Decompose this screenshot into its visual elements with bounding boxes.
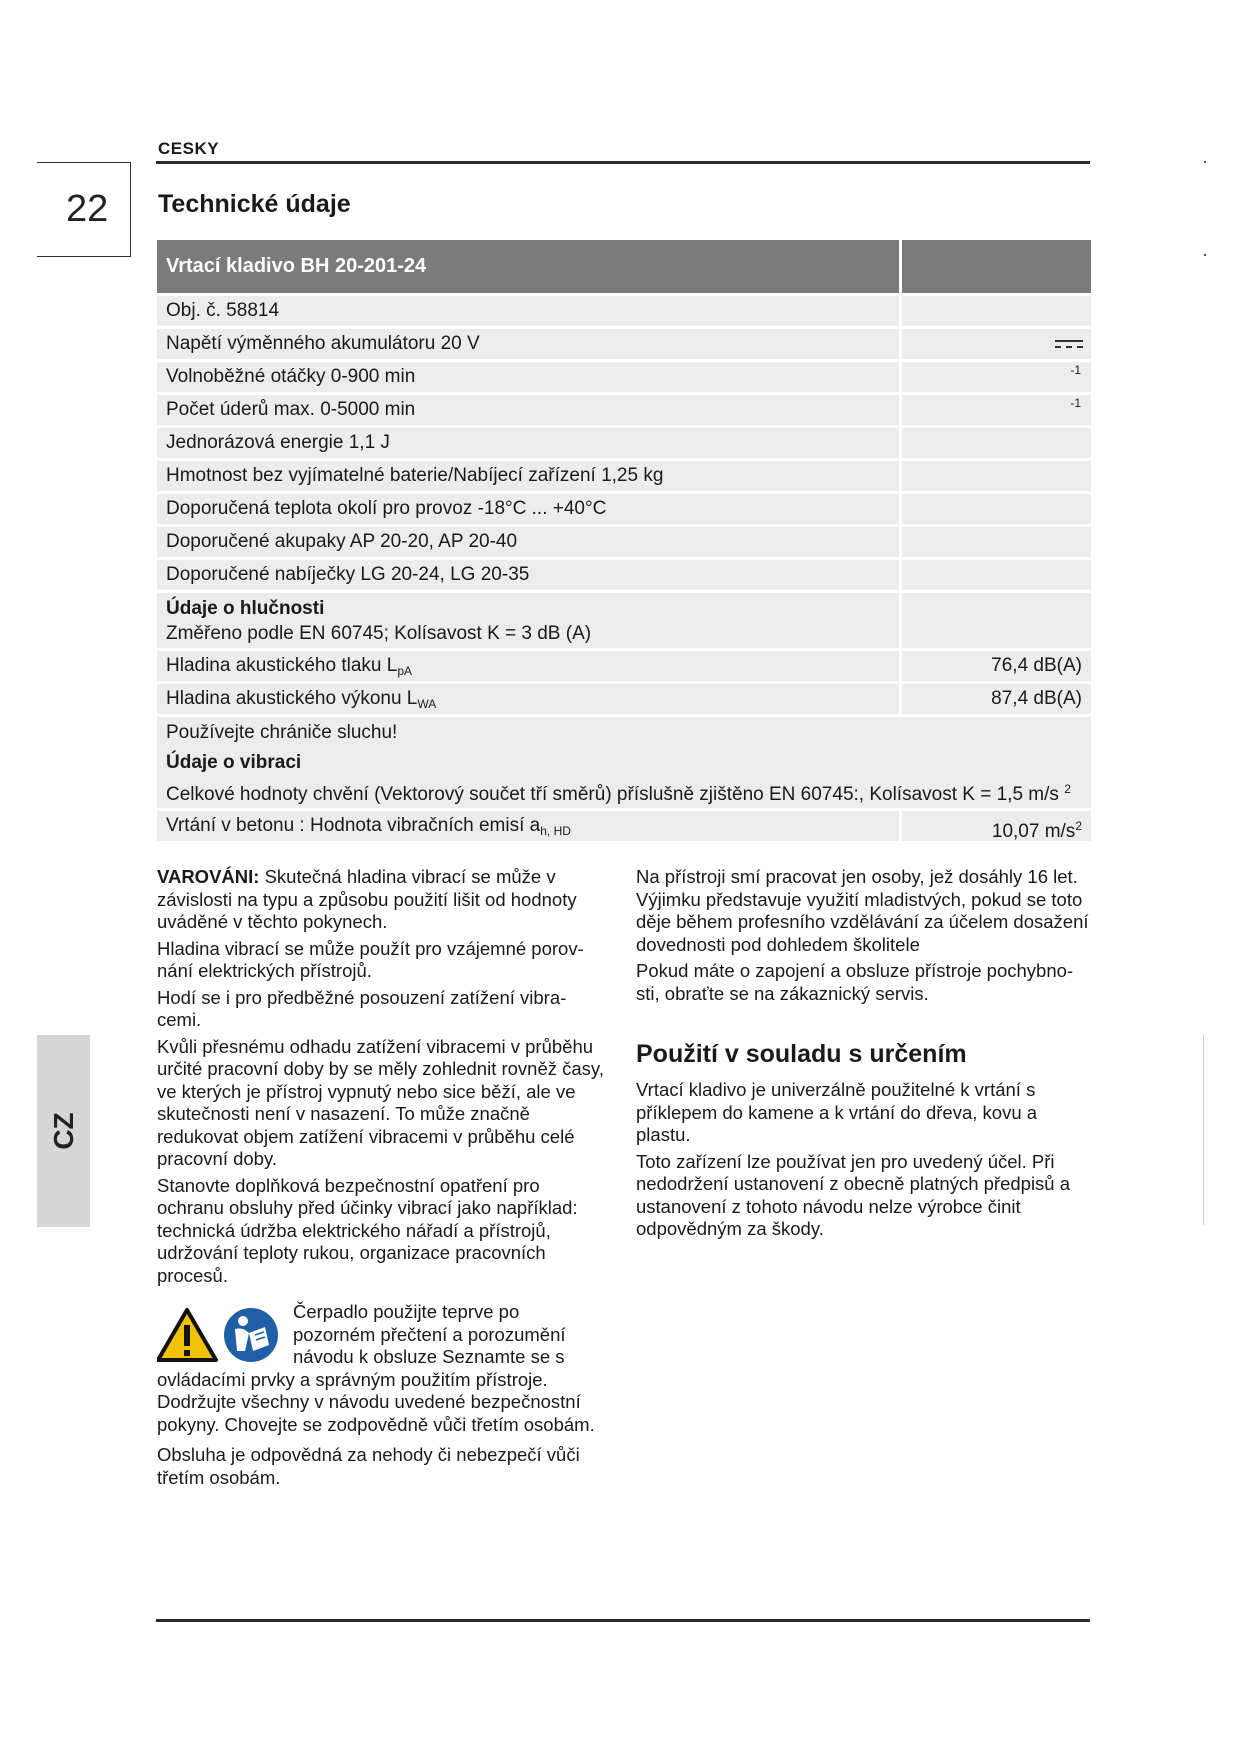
spec-value xyxy=(899,461,1091,491)
vibration-heading: Údaje o vibraci xyxy=(166,752,302,773)
section-heading: Použití v souladu s určením xyxy=(636,1040,967,1068)
edge-mark xyxy=(1204,161,1206,163)
spec-label: Doporučená teplota okolí pro provoz -18°C ... +40°C xyxy=(166,498,607,519)
vibration-total-text: Celkové hodnoty chvění (Vektorový součet tří směrů) příslušně zjištěno EN 60745:, Kolísavost K = 1,5 m/s $^2$ xyxy=(166,782,1071,805)
section-language-label: CESKY xyxy=(158,139,220,158)
spec-label: Doporučené akupaky AP 20-20, AP 20-40 xyxy=(166,531,518,552)
unit-exponent: -1 xyxy=(1070,396,1081,410)
spec-value xyxy=(899,362,1091,392)
product-name: Vrtací kladivo BH 20-201-24 xyxy=(166,255,427,277)
direct-current-icon xyxy=(1055,340,1083,350)
unit-exponent: -1 xyxy=(1070,363,1081,377)
hearing-protection-note: Používejte chrániče sluchu! xyxy=(166,722,398,743)
page-number-frame-top xyxy=(37,162,131,163)
page-title: Technické údaje xyxy=(158,190,351,218)
paragraph: Obsluha je odpovědná za nehody či nebezpečí vůči třetím osobám. xyxy=(157,1444,580,1488)
vibration-drill-value: 10,07 $m/s^2$ xyxy=(899,811,1091,841)
spec-label: Počet úderů max. 0-5000 min xyxy=(166,399,416,420)
paragraph: Vrtací kladivo je univerzálně použitelné k vrtání s příklepem do kamene a k vrtání do dřeva, kovu a plastu. xyxy=(636,1079,1038,1145)
noise-pressure-value: 76,4 dB(A) xyxy=(899,651,1091,681)
noise-heading: Údaje o hlučnosti xyxy=(166,598,325,619)
edge-line xyxy=(1203,1035,1204,1225)
noise-pressure-label: Hladina akustického tlaku $L_{pA}$ xyxy=(166,655,412,678)
spec-value xyxy=(899,395,1091,425)
vibration-drill-label: Vrtání v betonu : Hodnota vibračních emisí $a_{h, HD}$ xyxy=(166,815,571,838)
paragraph: Hladina vibrací se může použít pro vzájemné porov-nání elektrických přístrojů. xyxy=(157,937,584,981)
language-side-tab xyxy=(37,1035,90,1227)
spec-label: Hmotnost bez vyjímatelné baterie/Nabíjecí zařízení 1,25 kg xyxy=(166,465,664,486)
page-number: 22 xyxy=(66,188,109,230)
manual-warning-block xyxy=(157,1301,617,1493)
table-row xyxy=(157,557,1091,590)
table-row xyxy=(157,524,1091,557)
spec-label: Obj. č. 58814 xyxy=(166,300,280,321)
language-code: CZ xyxy=(47,1112,79,1150)
paragraph: Pokud máte o zapojení a obsluze přístroje pochybno-sti, obraťte se na zákaznický servis. xyxy=(636,960,1074,1004)
spec-table xyxy=(157,240,1091,841)
spec-label: Volnoběžné otáčky 0-900 min xyxy=(166,366,416,387)
spec-value xyxy=(899,494,1091,524)
right-text-column xyxy=(636,866,1090,1245)
bottom-rule xyxy=(156,1619,1090,1622)
noise-power-label: Hladina akustického výkonu $L_{WA}$ xyxy=(166,688,437,711)
table-row xyxy=(157,491,1091,524)
vibration-section xyxy=(157,714,1091,808)
spec-value xyxy=(899,428,1091,458)
warning-line: návodu k obsluze Seznamte se s xyxy=(293,1346,565,1367)
spec-value xyxy=(899,560,1091,590)
table-row xyxy=(157,808,1091,841)
left-text-column xyxy=(157,866,607,1291)
paragraph: Hodí se i pro předběžné posouzení zatížení vibra-cemi. xyxy=(157,986,567,1030)
spec-value xyxy=(899,593,1091,648)
spec-value xyxy=(899,296,1091,326)
noise-measured-text: Změřeno podle EN 60745; Kolísavost K = 3 dB (A) xyxy=(166,623,592,644)
spec-table-header xyxy=(157,240,1091,293)
vibration-warning: VAROVÁNI: Skutečná hladina vibrací se může v závislosti na typu a způsobu použití lišit od hodnoty uváděné v těchto pokynech. xyxy=(157,866,577,932)
table-row xyxy=(157,458,1091,491)
paragraph: Toto zařízení lze používat jen pro uvedený účel. Při nedodržení ustanovení z obecně platných předpisů a ustanovení z tohoto návodu nelze výrobce činit odpovědným za škody. xyxy=(636,1150,1071,1239)
table-row xyxy=(157,293,1091,326)
noise-section-row xyxy=(157,590,1091,648)
paragraph: Stanovte doplňková bezpečnostní opatření pro ochranu obsluhy před účinky vibrací jako například: technická údržba elektrického nářadí a přístrojů, udržování teploty rukou, organizace pracovních procesů. xyxy=(157,1174,578,1286)
spec-label: Doporučené nabíječky LG 20-24, LG 20-35 xyxy=(166,564,530,585)
table-row xyxy=(157,648,1091,681)
warning-line: pozorném přečtení a porozumění xyxy=(293,1323,566,1345)
noise-power-value: 87,4 dB(A) xyxy=(899,684,1091,714)
spec-value xyxy=(899,329,1091,359)
paragraph: Na přístroji smí pracovat jen osoby, jež dosáhly 16 let. Výjimku představuje využití mladistvých, pokud se toto děje během profesního vzdělávání za účelem dosažení dovednosti pod dohledem školitele xyxy=(636,866,1089,955)
spec-label: Jednorázová energie 1,1 J xyxy=(166,432,390,453)
table-row xyxy=(157,392,1091,425)
warning-line: Čerpadlo použijte teprve po xyxy=(293,1301,520,1322)
header-blank-cell xyxy=(899,240,1091,293)
table-row xyxy=(157,681,1091,714)
spec-label: Napětí výměnného akumulátoru 20 V xyxy=(166,333,480,354)
page-number-frame-bottom xyxy=(37,256,131,257)
table-row xyxy=(157,425,1091,458)
table-row xyxy=(157,359,1091,392)
page-number-frame-side xyxy=(130,162,131,257)
paragraph: ovládacími prvky a správným použitím přístroje. Dodržujte všechny v návodu uvedené bezpečnostní pokyny. Chovejte se zodpovědně vůči třetím osobám. xyxy=(157,1368,595,1435)
edge-mark xyxy=(1204,254,1206,256)
table-row xyxy=(157,326,1091,359)
noise-section xyxy=(157,593,899,648)
spec-value xyxy=(899,527,1091,557)
paragraph: Kvůli přesnému odhadu zatížení vibracemi v průběhu určité pracovní doby by se měly zohlednit rovněž časy, ve kterých je přístroj vypnutý nebo sice běží, ale ve skutečnosti není v nasazení. To může značně redukovat objem zatížení vibracemi v průběhu celé pracovní doby. xyxy=(157,1035,604,1169)
top-rule xyxy=(156,161,1090,164)
